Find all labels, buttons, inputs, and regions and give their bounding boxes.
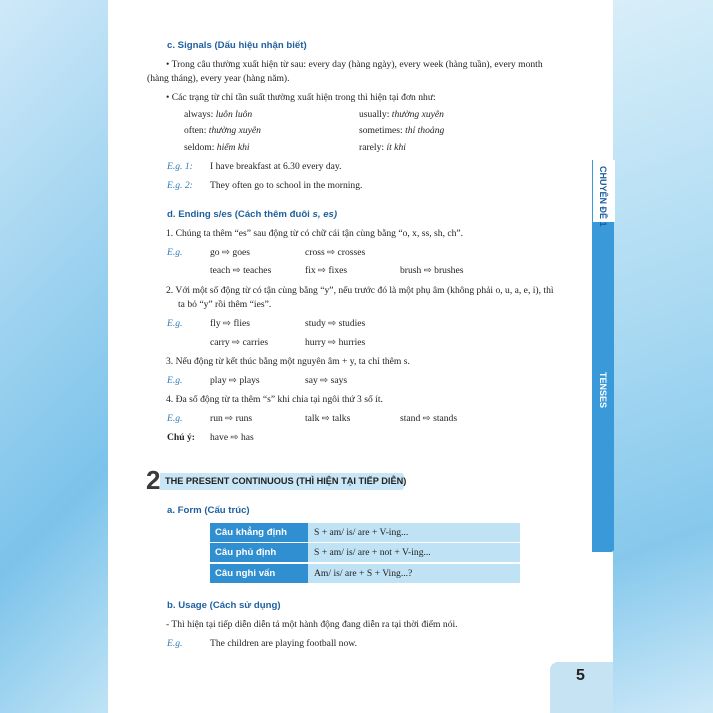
ending-example: stand ⇨ stands (400, 413, 458, 424)
topic-label: TENSES (598, 372, 608, 409)
ending-example: fix ⇨ fixes (305, 265, 348, 276)
ending-example: run ⇨ runs (210, 413, 253, 424)
signals-eg1-label: E.g. 1: (167, 161, 193, 172)
usage-heading: b. Usage (Cách sử dụng) (167, 600, 281, 611)
ending-eg-label-3: E.g. (167, 375, 183, 386)
signals-eg1-text: I have breakfast at 6.30 every day. (210, 161, 342, 172)
adverb-always: always: luôn luôn (184, 109, 253, 120)
left-background (0, 0, 108, 713)
signals-bullet1-line1: • Trong câu thường xuất hiện từ sau: every day (hàng ngày), every week (hàng tuần), every month (166, 59, 543, 70)
ending-example: brush ⇨ brushes (400, 265, 464, 276)
ending-eg-label-2: E.g. (167, 318, 183, 329)
signals-heading: c. Signals (Dấu hiệu nhận biết) (167, 40, 307, 51)
ending-rule2-line2: ta bỏ “y” rồi thêm “ies”. (178, 299, 272, 310)
page-number: 5 (576, 667, 585, 684)
table-row-formula: Am/ is/ are + S + Ving...? (308, 564, 520, 583)
table-row-formula: S + am/ is/ are + V-ing... (308, 523, 520, 542)
ending-rule4: 4. Đa số động từ ta thêm “s” khi chia tại ngôi thứ 3 số ít. (166, 394, 383, 405)
ending-example: say ⇨ says (305, 375, 348, 386)
usage-eg-label: E.g. (167, 638, 183, 649)
adverb-sometimes: sometimes: thỉ thoảng (359, 125, 445, 136)
ending-heading: d. Ending s/es (Cách thêm đuôi s, es) (167, 209, 338, 220)
usage-text: - Thì hiện tại tiếp diễn diễn tả một hành động đang diễn ra tại thời điểm nói. (166, 619, 458, 630)
signals-eg2-label: E.g. 2: (167, 180, 193, 191)
right-background (613, 0, 713, 713)
adverb-usually: usually: thường xuyên (359, 109, 444, 120)
note-label: Chú ý: (167, 432, 195, 443)
ending-example: study ⇨ studies (305, 318, 366, 329)
signals-eg2-text: They often go to school in the morning. (210, 180, 363, 191)
table-row-label: Câu nghi vấn (210, 564, 308, 583)
ending-rule1: 1. Chúng ta thêm “es” sau động từ có chữ cái tận cùng bằng “o, x, ss, sh, ch”. (166, 228, 464, 239)
ending-example: talk ⇨ talks (305, 413, 351, 424)
adverb-rarely: rarely: ít khi (359, 142, 406, 153)
table-row-label: Câu khẳng định (210, 523, 308, 542)
signals-bullet1-line2: (hàng tháng), every year (hàng năm). (147, 73, 290, 84)
ending-rule2-line1: 2. Với một số động từ có tận cùng bằng “y”, nếu trước đó là một phụ âm (không phải o, u, a, e, i), thì (166, 285, 554, 296)
ending-rule3: 3. Nếu động từ kết thúc bằng một nguyên âm + y, ta chỉ thêm s. (166, 356, 410, 367)
adverb-seldom: seldom: hiếm khi (184, 142, 250, 153)
form-heading: a. Form (Cấu trúc) (167, 505, 250, 516)
section-number: 2 (146, 465, 161, 495)
section-title: THE PRESENT CONTINUOUS (THÌ HIỆN TẠI TIẾP DIỄN) (165, 476, 407, 486)
ending-example: cross ⇨ crosses (305, 247, 366, 258)
ending-example: play ⇨ plays (210, 375, 260, 386)
ending-example: carry ⇨ carries (210, 337, 269, 348)
ending-example: hurry ⇨ hurries (305, 337, 366, 348)
signals-bullet2: • Các trạng từ chỉ tần suất thường xuất hiện trong thì hiện tại đơn như: (166, 92, 436, 103)
adverb-often: often: thường xuyên (184, 125, 261, 136)
ending-example: teach ⇨ teaches (210, 265, 272, 276)
table-row-formula: S + am/ is/ are + not + V-ing... (308, 543, 520, 562)
note-text: have ⇨ has (210, 432, 254, 443)
usage-eg-text: The children are playing football now. (210, 638, 357, 649)
chapter-label: CHUYÊN ĐỀ 1 (598, 166, 608, 227)
table-row-label: Câu phủ định (210, 543, 308, 562)
ending-example: fly ⇨ flies (210, 318, 251, 329)
ending-eg-label-4: E.g. (167, 413, 183, 424)
ending-eg-label-1: E.g. (167, 247, 183, 258)
ending-example: go ⇨ goes (210, 247, 251, 258)
